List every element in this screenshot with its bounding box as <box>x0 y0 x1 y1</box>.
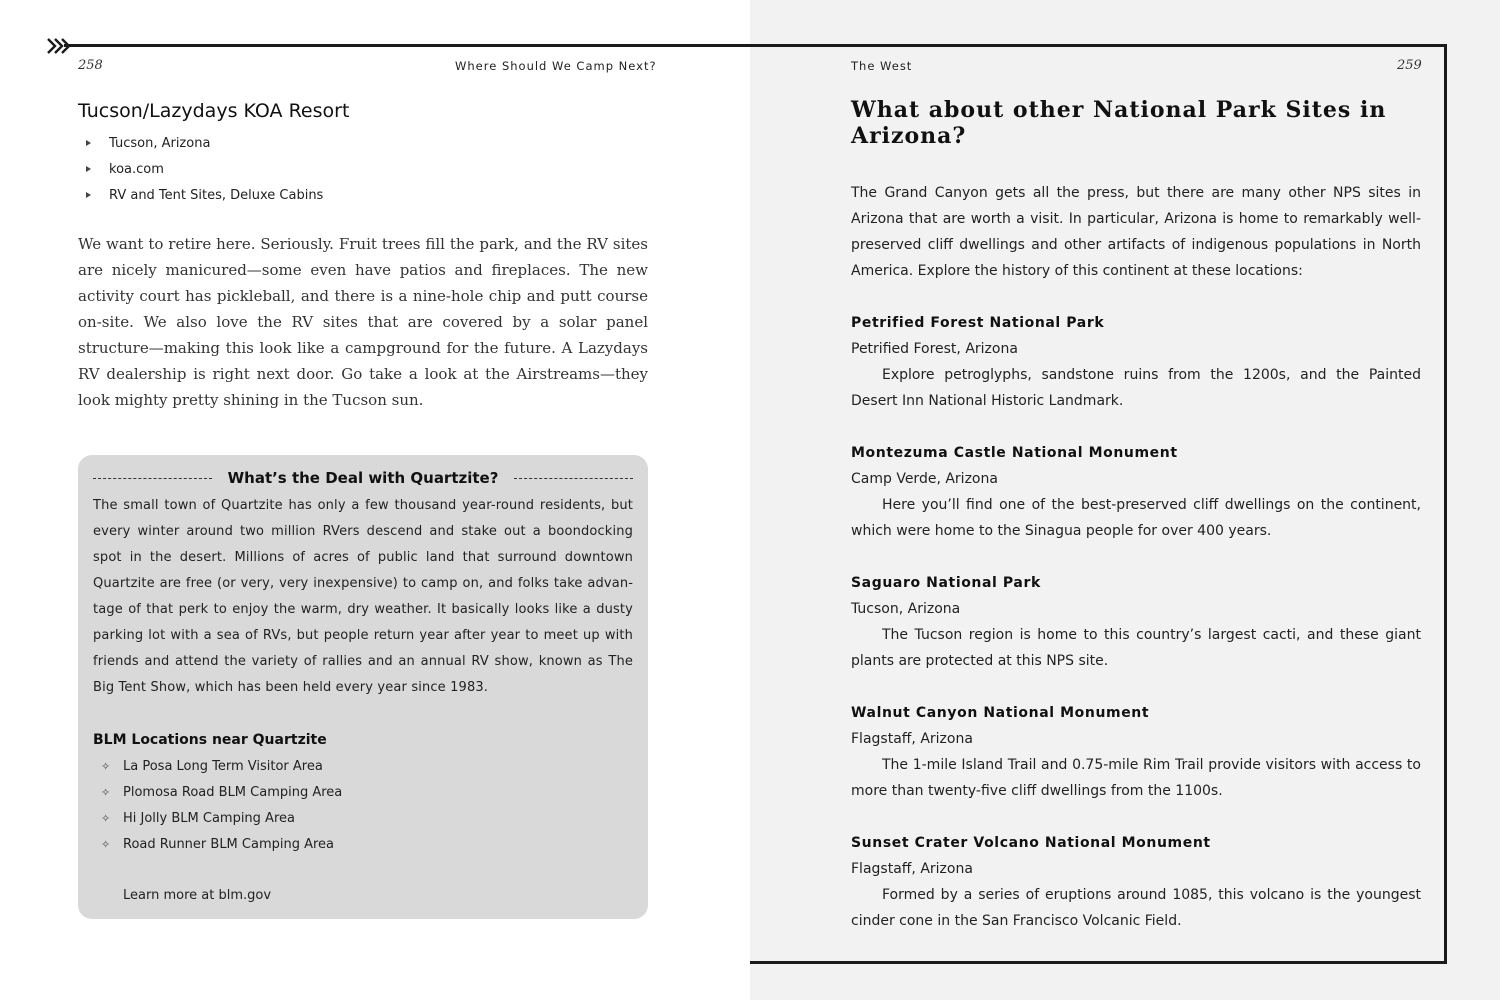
nps-sites-list <box>851 310 1421 960</box>
dashed-rule <box>93 478 212 479</box>
nps-site-entry <box>851 700 1421 804</box>
site-name: Petrified Forest National Park <box>851 315 1105 331</box>
nps-site-entry <box>851 570 1421 674</box>
sparkle-bullet-icon: ✧ <box>101 837 111 851</box>
blm-location-text: Plomosa Road BLM Camping Area <box>123 784 343 800</box>
site-location: Flagstaff, Arizona <box>851 731 973 747</box>
sidebar-heading <box>93 467 633 489</box>
koa-detail-item <box>82 156 323 182</box>
koa-detail-text: koa.com <box>109 161 164 177</box>
site-name: Walnut Canyon National Monument <box>851 705 1150 721</box>
running-head-right: The West <box>851 59 913 73</box>
site-location: Flagstaff, Arizona <box>851 861 973 877</box>
site-description: Here you’ll find one of the best-preserved cliff dwellings on the continent, which were home to the Sinagua people for over 400 years. <box>851 497 1421 539</box>
koa-detail-item <box>82 130 323 156</box>
nps-site-entry <box>851 310 1421 414</box>
koa-detail-item <box>82 182 323 208</box>
blm-location-item <box>93 805 633 831</box>
quartzite-sidebar <box>78 455 648 919</box>
nps-site-entry <box>851 830 1421 934</box>
blm-location-item <box>93 831 633 857</box>
blm-heading: BLM Locations near Quartzite <box>93 732 327 748</box>
page-number-right: 259 <box>1397 58 1422 73</box>
site-location: Tucson, Arizona <box>851 601 961 617</box>
triangle-bullet-icon <box>86 166 91 172</box>
site-name: Saguaro National Park <box>851 575 1041 591</box>
dashed-rule <box>514 478 633 479</box>
blm-location-item <box>93 753 633 779</box>
site-location: Petrified Forest, Arizona <box>851 341 1018 357</box>
blm-location-text: Hi Jolly BLM Camping Area <box>123 810 295 826</box>
koa-detail-text: Tucson, Arizona <box>109 135 211 151</box>
triangle-bullet-icon <box>86 192 91 198</box>
site-description: The 1-mile Island Trail and 0.75-mile Rim Trail provide visitors with access to more than twenty-five cliff dwellings from the 1100s. <box>851 757 1421 799</box>
learn-more-text: Learn more at blm.gov <box>123 888 272 903</box>
blm-location-text: Road Runner BLM Camping Area <box>123 836 335 852</box>
page-number-left: 258 <box>78 58 103 73</box>
running-head-left: Where Should We Camp Next? <box>455 59 657 73</box>
sidebar-body-text: The small town of Quartzite has only a few thousand year-round residents, but every winter around two million RVers descend and stake out a boondocking spot in the desert. Millions of acres of public land that surround downtown Quartzite are free (or very, very inexpensive) to camp on, and folks take advantage of that perk to enjoy the warm, dry weather. It basically looks like a dusty parking lot with a sea of RVs, but people return year after year to meet up with friends and attend the variety of rallies and an annual RV show, known as The Big Tent Show, which has been held every year since 1983. <box>93 498 633 695</box>
nps-site-entry <box>851 440 1421 544</box>
koa-body-text: We want to retire here. Seriously. Fruit trees fill the park, and the RV sites are nicely manicured—some even have patios and fireplaces. The new activity court has pickleball, and there is a nine-hole chip and putt course on-site. We also love the RV sites that are covered by a solar panel structure—making this look like a campground for the future. A Lazydays RV dealership is right next door. Go take a look at the Airstreams—they look mighty pretty shining in the Tucson sun. <box>78 235 648 409</box>
site-name: Sunset Crater Volcano National Monument <box>851 835 1211 851</box>
blm-location-text: La Posa Long Term Visitor Area <box>123 758 323 774</box>
sidebar-title: What’s the Deal with Quartzite? <box>227 469 499 487</box>
blm-location-item <box>93 779 633 805</box>
site-description: Formed by a series of eruptions around 1085, this volcano is the youngest cinder cone in the San Francisco Volcanic Field. <box>851 887 1421 929</box>
nps-intro-text: The Grand Canyon gets all the press, but there are many other NPS sites in Arizona that are worth a visit. In particular, Arizona is home to remarkably well-preserved cliff dwellings and other artifacts of indigenous populations in North America. Explore the history of this continent at these locations: <box>851 185 1421 279</box>
sparkle-bullet-icon: ✧ <box>101 785 111 799</box>
site-name: Montezuma Castle National Monument <box>851 445 1178 461</box>
sparkle-bullet-icon: ✧ <box>101 759 111 773</box>
site-description: The Tucson region is home to this country’s largest cacti, and these giant plants are protected at this NPS site. <box>851 627 1421 669</box>
nps-heading: What about other National Park Sites in Arizona? <box>851 97 1387 149</box>
blm-locations-list <box>93 753 633 857</box>
sparkle-bullet-icon: ✧ <box>101 811 111 825</box>
site-description: Explore petroglyphs, sandstone ruins from the 1200s, and the Painted Desert Inn National Historic Landmark. <box>851 367 1421 409</box>
top-rule <box>64 44 750 47</box>
koa-title: Tucson/Lazydays KOA Resort <box>78 100 350 122</box>
koa-details-list <box>82 130 323 208</box>
koa-detail-text: RV and Tent Sites, Deluxe Cabins <box>109 187 324 203</box>
chevron-arrows-icon <box>46 36 72 56</box>
site-location: Camp Verde, Arizona <box>851 471 998 487</box>
triangle-bullet-icon <box>86 140 91 146</box>
